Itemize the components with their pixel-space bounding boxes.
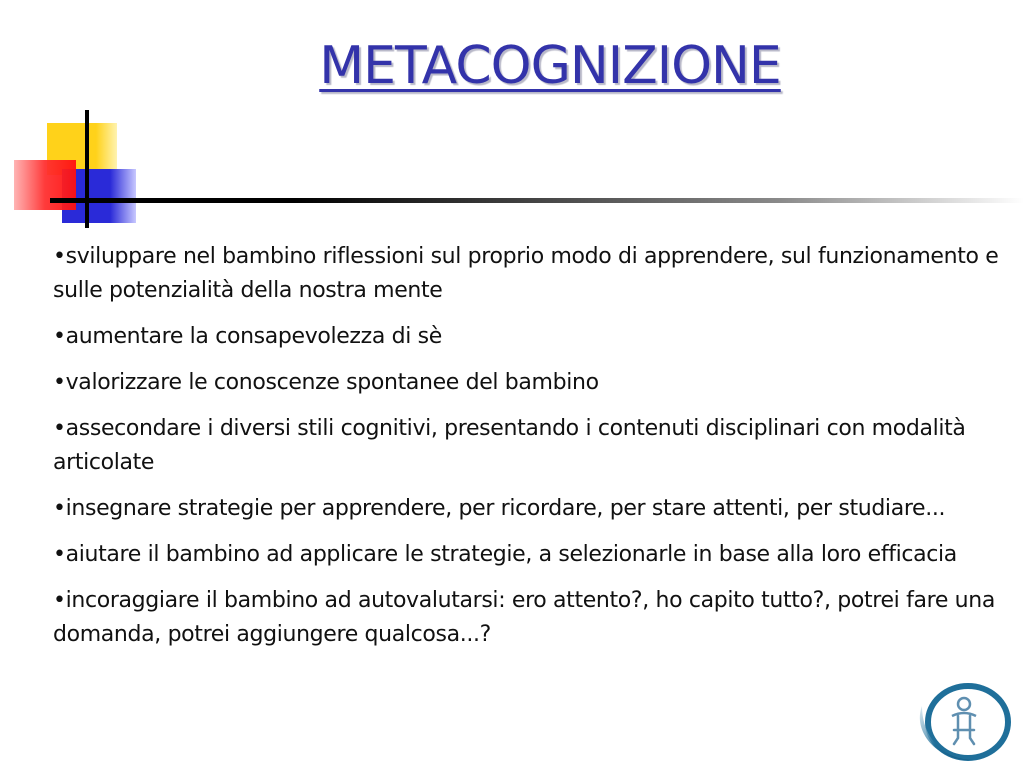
bullet-item: [53, 366, 1003, 400]
bullet-mark: •: [53, 244, 66, 269]
bullet-item: [53, 492, 1003, 526]
bullet-list: [53, 240, 1003, 664]
bullet-mark: •: [53, 324, 66, 349]
person-circle-logo: [908, 676, 1020, 764]
bullet-item: [53, 412, 1003, 480]
bullet-text: incoraggiare il bambino ad autovalutarsi: ero attento?, ho capito tutto?, potrei fare una domanda, potrei aggiungere qualcosa...?: [53, 588, 995, 647]
bullet-text: sviluppare nel bambino riflessioni sul proprio modo di apprendere, sul funzionamento e sulle potenzialità della nostra mente: [53, 244, 999, 303]
bullet-mark: •: [53, 542, 66, 567]
bullet-text: aumentare la consapevolezza di sè: [65, 324, 442, 349]
horizontal-rule: [50, 198, 1024, 203]
bullet-text: valorizzare le conoscenze spontanee del bambino: [65, 370, 599, 395]
vertical-rule: [85, 110, 89, 228]
slide-title: METACOGNIZIONE: [319, 36, 781, 96]
bullet-mark: •: [53, 496, 66, 521]
bullet-text: insegnare strategie per apprendere, per ricordare, per stare attenti, per studiare...: [65, 496, 946, 521]
bullet-text: assecondare i diversi stili cognitivi, presentando i contenuti disciplinari con modalità articolate: [53, 416, 966, 475]
bullet-item: [53, 320, 1003, 354]
bullet-mark: •: [53, 416, 66, 441]
bullet-item: [53, 538, 1003, 572]
bullet-item: [53, 240, 1003, 308]
bullet-text: aiutare il bambino ad applicare le strategie, a selezionarle in base alla loro efficacia: [65, 542, 957, 567]
bullet-mark: •: [53, 370, 66, 395]
bullet-item: [53, 584, 1003, 652]
bullet-mark: •: [53, 588, 66, 613]
